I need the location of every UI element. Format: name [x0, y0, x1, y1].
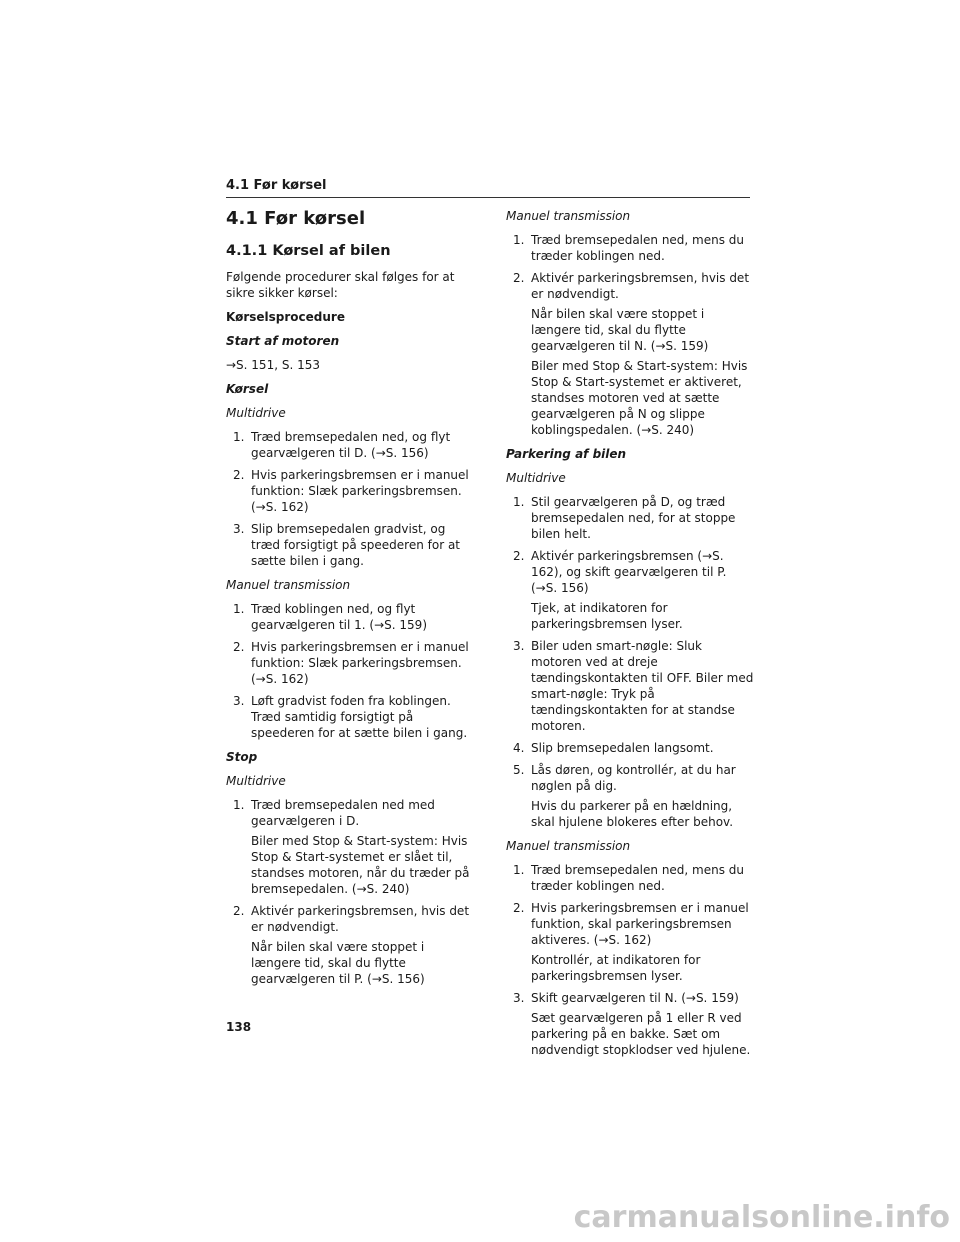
park-multidrive-label: Multidrive [506, 471, 566, 485]
stop-multidrive-list [226, 797, 476, 987]
list-item: 4. Slip bremsepedalen langsomt. [513, 741, 714, 755]
list-item: 3. Slip bremsepedalen gradvist, og træd forsigtigt på speederen for at sætte bilen i gang. [233, 522, 460, 568]
list-item: 2. Hvis parkeringsbremsen er i manuel funktion, skal parkeringsbremsen aktiveres. (→S. 162) Kontrollér, at indikatoren for parkeringsbremsen lyser. [513, 900, 756, 984]
stop-manual-label: Manuel transmission [506, 209, 631, 223]
list-item: 1. Træd bremsepedalen ned, mens du træder koblingen ned. [513, 233, 745, 263]
list-item-note: Tjek, at indikatoren for parkeringsbremsen lyser. [531, 601, 683, 631]
park-title: Parkering af bilen [506, 447, 627, 461]
list-item: 1. Træd bremsepedalen ned med gearvælgeren i D. Biler med Stop & Start-system: Hvis Stop & Start-systemet er slået til, standses motoren, når du træder på bremsepedalen. (→S. 240) [233, 797, 476, 897]
procedure-title: Kørselsprocedure [226, 310, 345, 324]
running-header: 4.1 Før kørsel [226, 178, 750, 198]
list-item-note: Kontrollér, at indikatoren for parkeringsbremsen lyser. [531, 953, 701, 983]
list-item-note: Når bilen skal være stoppet i længere tid, skal du flytte gearvælgeren til P. (→S. 156) [251, 940, 425, 986]
list-item: 2. Aktivér parkeringsbremsen (→S. 162), og skift gearvælgeren til P. (→S. 156) Tjek, at indikatoren for parkeringsbremsen lyser. [513, 548, 756, 632]
park-multidrive-list [506, 494, 756, 830]
list-item: 2. Hvis parkeringsbremsen er i manuel funktion: Slæk parkeringsbremsen. (→S. 162) [233, 468, 469, 514]
drive-manual-label: Manuel transmission [226, 578, 351, 592]
stop-manual-list [506, 232, 756, 438]
list-item: 2. Aktivér parkeringsbremsen, hvis det er nødvendigt. Når bilen skal være stoppet i længere tid, skal du flytte gearvælgeren til P. (→S. 156) [233, 903, 476, 987]
park-manual-list [506, 862, 756, 1058]
list-item: 3. Løft gradvist foden fra koblingen. Træd samtidig forsigtigt på speederen for at sætte bilen i gang. [233, 694, 468, 740]
list-item: 1. Stil gearvælgeren på D, og træd bremsepedalen ned, for at stoppe bilen helt. [513, 495, 736, 541]
watermark: carmanualsonline.info [573, 1200, 950, 1235]
drive-manual-list [226, 601, 476, 741]
start-title: Start af motoren [226, 334, 340, 348]
start-ref: →S. 151, S. 153 [226, 358, 320, 372]
list-item-note: Biler med Stop & Start-system: Hvis Stop & Start-systemet er aktiveret, standses motoren ved at sætte gearvælgeren på N og slippe koblingspedalen. (→S. 240) [531, 359, 748, 437]
list-item: 1. Træd bremsepedalen ned, og flyt gearvælgeren til D. (→S. 156) [233, 430, 451, 460]
right-column [506, 208, 756, 1066]
stop-multidrive-label: Multidrive [226, 774, 286, 788]
page-number: 138 [226, 1020, 252, 1034]
stop-title: Stop [226, 750, 258, 764]
list-item: 2. Aktivér parkeringsbremsen, hvis det er nødvendigt. Når bilen skal være stoppet i længere tid, skal du flytte gearvælgeren til N. (→S. 159) Biler med Stop & Start-system: Hvis Stop & Start-systemet er aktiveret, standses motoren ved at sætte gearvælgeren på N og slippe koblingspedalen. (→S. 240) [513, 270, 756, 438]
drive-multidrive-list [226, 429, 476, 569]
list-item-note: Hvis du parkerer på en hældning, skal hjulene blokeres efter behov. [531, 799, 734, 829]
intro-text: Følgende procedurer skal følges for at sikre sikker kørsel: [226, 270, 455, 300]
list-item-note: Biler med Stop & Start-system: Hvis Stop & Start-systemet er slået til, standses motoren, når du træder på bremsepedalen. (→S. 240) [251, 834, 470, 896]
list-item: 1. Træd bremsepedalen ned, mens du træder koblingen ned. [513, 863, 745, 893]
list-item-note: Når bilen skal være stoppet i længere tid, skal du flytte gearvælgeren til N. (→S. 159) [531, 307, 709, 353]
subsection-title: 4.1.1 Kørsel af bilen [226, 243, 391, 259]
park-manual-label: Manuel transmission [506, 839, 631, 853]
list-item: 2. Hvis parkeringsbremsen er i manuel funktion: Slæk parkeringsbremsen. (→S. 162) [233, 640, 469, 686]
drive-title: Kørsel [226, 382, 269, 396]
list-item: 3. Biler uden smart-nøgle: Sluk motoren ved at dreje tændingskontakten til OFF. Biler med smart-nøgle: Tryk på tændingskontakten for at standse motoren. [513, 639, 754, 733]
list-item: 3. Skift gearvælgeren til N. (→S. 159) Sæt gearvælgeren på 1 eller R ved parkering på en bakke. Sæt om nødvendigt stopklodser ved hjulene. [513, 990, 756, 1058]
left-column [226, 208, 476, 995]
list-item-note: Sæt gearvælgeren på 1 eller R ved parkering på en bakke. Sæt om nødvendigt stopklodser ved hjulene. [531, 1011, 751, 1057]
list-item: 5. Lås døren, og kontrollér, at du har nøglen på dig. Hvis du parkerer på en hældning, skal hjulene blokeres efter behov. [513, 762, 756, 830]
list-item: 1. Træd koblingen ned, og flyt gearvælgeren til 1. (→S. 159) [233, 602, 427, 632]
drive-multidrive-label: Multidrive [226, 406, 286, 420]
section-title: 4.1 Før kørsel [226, 208, 366, 229]
